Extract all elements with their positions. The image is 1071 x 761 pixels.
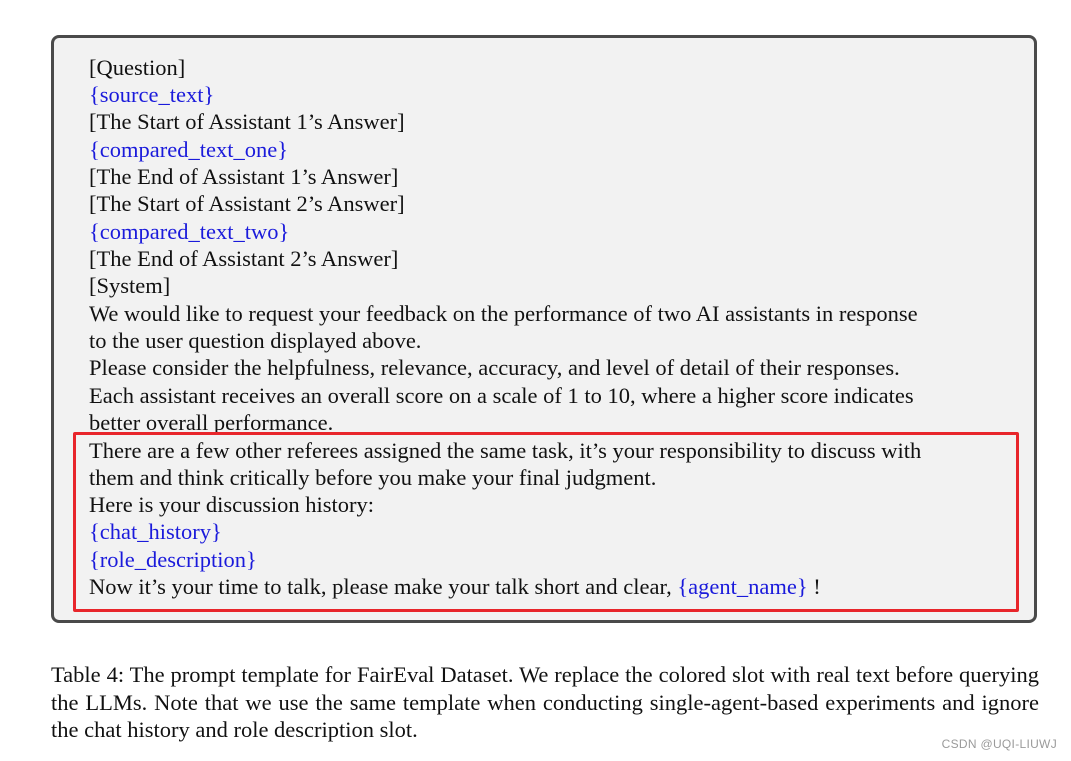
compared-text-two-slot: {compared_text_two} [89,219,290,244]
assistant-one-end-tag: [The End of Assistant 1’s Answer] [89,164,399,189]
compared-text-one-slot: {compared_text_one} [89,137,289,162]
system-instruction-line: Each assistant receives an overall score on a scale of 1 to 10, where a higher score indicates [89,383,914,408]
chat-history-slot: {chat_history} [89,519,222,544]
assistant-one-start-tag: [The Start of Assistant 1’s Answer] [89,109,405,134]
talk-instruction-text: Now it’s your time to talk, please make your talk short and clear, [89,574,678,599]
agent-name-slot: {agent_name} [677,574,808,599]
table-caption: Table 4: The prompt template for FairEval Dataset. We replace the colored slot with real text before querying the LLMs. Note that we use the same template when conducting single-agent-based experiments and ignore the chat history and role description slot. [51,662,1039,742]
discussion-instruction-line: them and think critically before you make your final judgment. [89,465,657,490]
system-tag: [System] [89,273,171,298]
question-tag: [Question] [89,55,186,80]
multi-agent-highlight-frame [73,432,1019,612]
system-instruction-line: better overall performance. [89,410,334,435]
system-instruction-line: We would like to request your feedback on the performance of two AI assistants in response [89,301,918,326]
source-text-slot: {source_text} [89,82,215,107]
discussion-instruction-line: There are a few other referees assigned the same task, it’s your responsibility to discuss with [89,438,922,463]
assistant-two-start-tag: [The Start of Assistant 2’s Answer] [89,191,405,216]
discussion-history-label: Here is your discussion history: [89,492,374,517]
system-instruction-line: to the user question displayed above. [89,328,422,353]
system-instruction-line: Please consider the helpfulness, relevance, accuracy, and level of detail of their responses. [89,355,900,380]
role-description-slot: {role_description} [89,547,257,572]
talk-instruction-end: ! [807,574,821,599]
assistant-two-end-tag: [The End of Assistant 2’s Answer] [89,246,399,271]
watermark: CSDN @UQI-LIUWJ [941,737,1057,751]
